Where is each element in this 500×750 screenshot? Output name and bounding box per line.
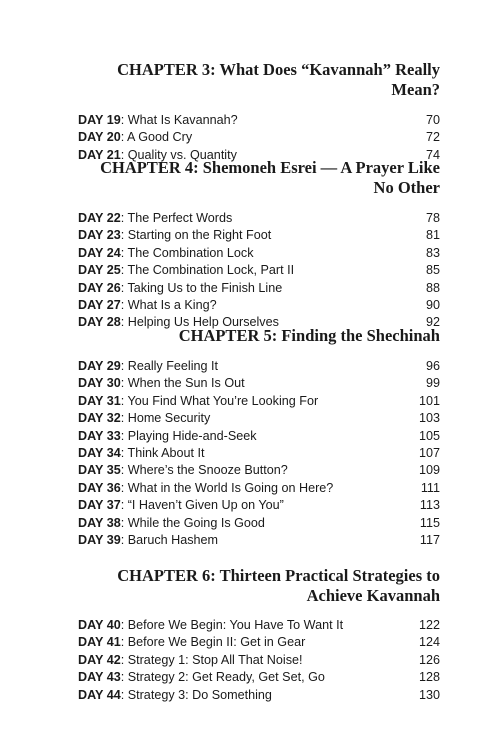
page-number: 70 xyxy=(425,113,440,127)
toc-entry[interactable]: DAY 44: Strategy 3: Do Something 130 xyxy=(78,687,440,704)
chapter-title-line-1: CHAPTER 6: Thirteen Practical Strategies to xyxy=(117,566,440,585)
day-label: DAY 41 xyxy=(78,635,121,650)
entry-title: What Is Kavannah? xyxy=(127,113,238,127)
page-number: 117 xyxy=(419,532,440,547)
toc-entry[interactable]: DAY 21: Quality vs. Quantity 74 xyxy=(78,147,440,164)
entry-title: Strategy 3: Do Something xyxy=(127,687,272,702)
page-number: 96 xyxy=(425,359,440,373)
day-label: DAY 33 xyxy=(78,428,121,443)
day-label: DAY 24 xyxy=(78,245,121,260)
page-number: 124 xyxy=(418,635,440,650)
entry-title: Before We Begin II: Get in Gear xyxy=(127,635,306,650)
entry-title: The Combination Lock, Part II xyxy=(127,263,295,278)
entry-title: Playing Hide-and-Seek xyxy=(127,428,257,443)
page-number: 105 xyxy=(418,428,440,443)
toc-entry[interactable]: DAY 22: The Perfect Words 78 xyxy=(78,210,440,227)
page-number: 81 xyxy=(425,228,440,243)
entry-title: Baruch Hashem xyxy=(127,532,219,547)
entry-title: The Perfect Words xyxy=(127,211,233,225)
entry-title: Think About It xyxy=(127,445,205,460)
toc-entry[interactable]: DAY 37: “I Haven’t Given Up on You” 113 xyxy=(78,497,440,514)
day-label: DAY 40 xyxy=(78,618,121,632)
day-label: DAY 22 xyxy=(78,211,121,225)
page-number: 109 xyxy=(418,463,440,478)
page-number: 99 xyxy=(425,376,440,391)
entry-title: What in the World Is Going on Here? xyxy=(127,480,334,495)
toc-entry[interactable]: DAY 20: A Good Cry 72 xyxy=(78,129,440,146)
toc-entry[interactable]: DAY 36: What in the World Is Going on Here? 111 xyxy=(78,480,440,497)
day-label: DAY 19 xyxy=(78,113,121,127)
page-number: 111 xyxy=(420,480,440,495)
entry-title: You Find What You’re Looking For xyxy=(127,393,319,408)
page-number: 115 xyxy=(419,515,440,530)
entry-title: When the Sun Is Out xyxy=(127,376,245,391)
chapter-title xyxy=(78,566,440,606)
chapter-4-section xyxy=(78,158,440,332)
entry-title: Strategy 1: Stop All That Noise! xyxy=(127,652,303,667)
entry-title: While the Going Is Good xyxy=(127,515,265,530)
toc-entry[interactable]: DAY 27: What Is a King? 90 xyxy=(78,297,440,314)
toc-entry[interactable]: DAY 25: The Combination Lock, Part II 85 xyxy=(78,262,440,279)
toc-entry[interactable]: DAY 30: When the Sun Is Out 99 xyxy=(78,375,440,392)
day-label: DAY 29 xyxy=(78,359,121,373)
day-label: DAY 26 xyxy=(78,280,121,295)
page-number: 126 xyxy=(418,652,440,667)
chapter-title: CHAPTER 4: Shemoneh Esrei — A Prayer Like No Other xyxy=(100,158,440,197)
day-label: DAY 21 xyxy=(78,147,121,162)
page-number: 122 xyxy=(418,618,440,632)
page-number: 72 xyxy=(425,130,440,145)
toc-entry[interactable]: DAY 43: Strategy 2: Get Ready, Get Set, Go 128 xyxy=(78,669,440,686)
entry-title: Quality vs. Quantity xyxy=(127,147,237,162)
day-label: DAY 23 xyxy=(78,228,121,243)
toc-entry[interactable]: DAY 32: Home Security 103 xyxy=(78,410,440,427)
toc-entry[interactable]: DAY 38: While the Going Is Good 115 xyxy=(78,515,440,532)
page-number: 83 xyxy=(425,245,440,260)
toc-entry[interactable]: DAY 40: Before We Begin: You Have To Want It 122 xyxy=(78,617,440,634)
page-number: 103 xyxy=(418,411,440,426)
page-number: 78 xyxy=(425,211,440,225)
day-label: DAY 20 xyxy=(78,130,121,145)
entry-title: A Good Cry xyxy=(127,130,193,145)
day-label: DAY 30 xyxy=(78,376,121,391)
toc-entry[interactable]: DAY 31: You Find What You’re Looking For 101 xyxy=(78,393,440,410)
entry-title: Helping Us Help Ourselves xyxy=(127,315,279,330)
entry-title: Starting on the Right Foot xyxy=(127,228,272,243)
toc-entry[interactable]: DAY 24: The Combination Lock 83 xyxy=(78,245,440,262)
chapter-title-line-2: Achieve Kavannah xyxy=(306,586,440,605)
day-label: DAY 42 xyxy=(78,652,121,667)
day-label: DAY 39 xyxy=(78,532,121,547)
page-number: 88 xyxy=(425,280,440,295)
toc-entry[interactable]: DAY 28: Helping Us Help Ourselves 92 xyxy=(78,314,440,331)
day-label: DAY 35 xyxy=(78,463,121,478)
page-number: 101 xyxy=(418,393,440,408)
entry-title: Really Feeling It xyxy=(127,359,219,373)
entry-title: The Combination Lock xyxy=(127,245,254,260)
chapter-title: CHAPTER 5: Finding the Shechinah xyxy=(178,326,440,345)
page-number: 74 xyxy=(425,147,440,162)
toc-entry[interactable]: DAY 35: Where’s the Snooze Button? 109 xyxy=(78,462,440,479)
toc-entry[interactable]: DAY 42: Strategy 1: Stop All That Noise! 126 xyxy=(78,652,440,669)
chapter-title: CHAPTER 3: What Does “Kavannah” Really Mean? xyxy=(117,60,440,99)
toc-entry[interactable]: DAY 26: Taking Us to the Finish Line 88 xyxy=(78,280,440,297)
toc-entry[interactable]: DAY 23: Starting on the Right Foot 81 xyxy=(78,227,440,244)
toc-entry[interactable]: DAY 41: Before We Begin II: Get in Gear 124 xyxy=(78,634,440,651)
chapter-5-section xyxy=(78,326,440,549)
entry-title: Home Security xyxy=(127,411,211,426)
day-label: DAY 32 xyxy=(78,411,121,426)
day-label: DAY 34 xyxy=(78,445,121,460)
chapter-3-section xyxy=(78,60,440,164)
page-number: 107 xyxy=(418,445,440,460)
entry-title: Where’s the Snooze Button? xyxy=(127,463,288,478)
toc-entry[interactable]: DAY 34: Think About It 107 xyxy=(78,445,440,462)
day-label: DAY 28 xyxy=(78,315,121,330)
day-label: DAY 25 xyxy=(78,263,121,278)
day-label: DAY 36 xyxy=(78,480,121,495)
day-label: DAY 31 xyxy=(78,393,121,408)
entry-title: “I Haven’t Given Up on You” xyxy=(127,498,284,513)
day-label: DAY 44 xyxy=(78,687,121,702)
toc-entry[interactable]: DAY 19: What Is Kavannah? 70 xyxy=(78,112,440,129)
entry-title: What Is a King? xyxy=(127,297,217,312)
toc-entry[interactable]: DAY 29: Really Feeling It 96 xyxy=(78,358,440,375)
day-label: DAY 43 xyxy=(78,670,121,685)
toc-entry[interactable]: DAY 39: Baruch Hashem 117 xyxy=(78,532,440,549)
page-number: 85 xyxy=(425,263,440,278)
toc-entry[interactable]: DAY 33: Playing Hide-and-Seek 105 xyxy=(78,428,440,445)
day-label: DAY 27 xyxy=(78,297,121,312)
entry-title: Before We Begin: You Have To Want It xyxy=(127,618,344,632)
entry-title: Strategy 2: Get Ready, Get Set, Go xyxy=(127,670,325,685)
page-number: 113 xyxy=(419,498,440,513)
page-number: 128 xyxy=(418,670,440,685)
page-number: 92 xyxy=(425,315,440,330)
entry-title: Taking Us to the Finish Line xyxy=(127,280,283,295)
day-label: DAY 37 xyxy=(78,498,121,513)
page-number: 130 xyxy=(418,687,440,702)
chapter-6-section xyxy=(78,566,440,704)
page-number: 90 xyxy=(425,297,440,312)
day-label: DAY 38 xyxy=(78,515,121,530)
